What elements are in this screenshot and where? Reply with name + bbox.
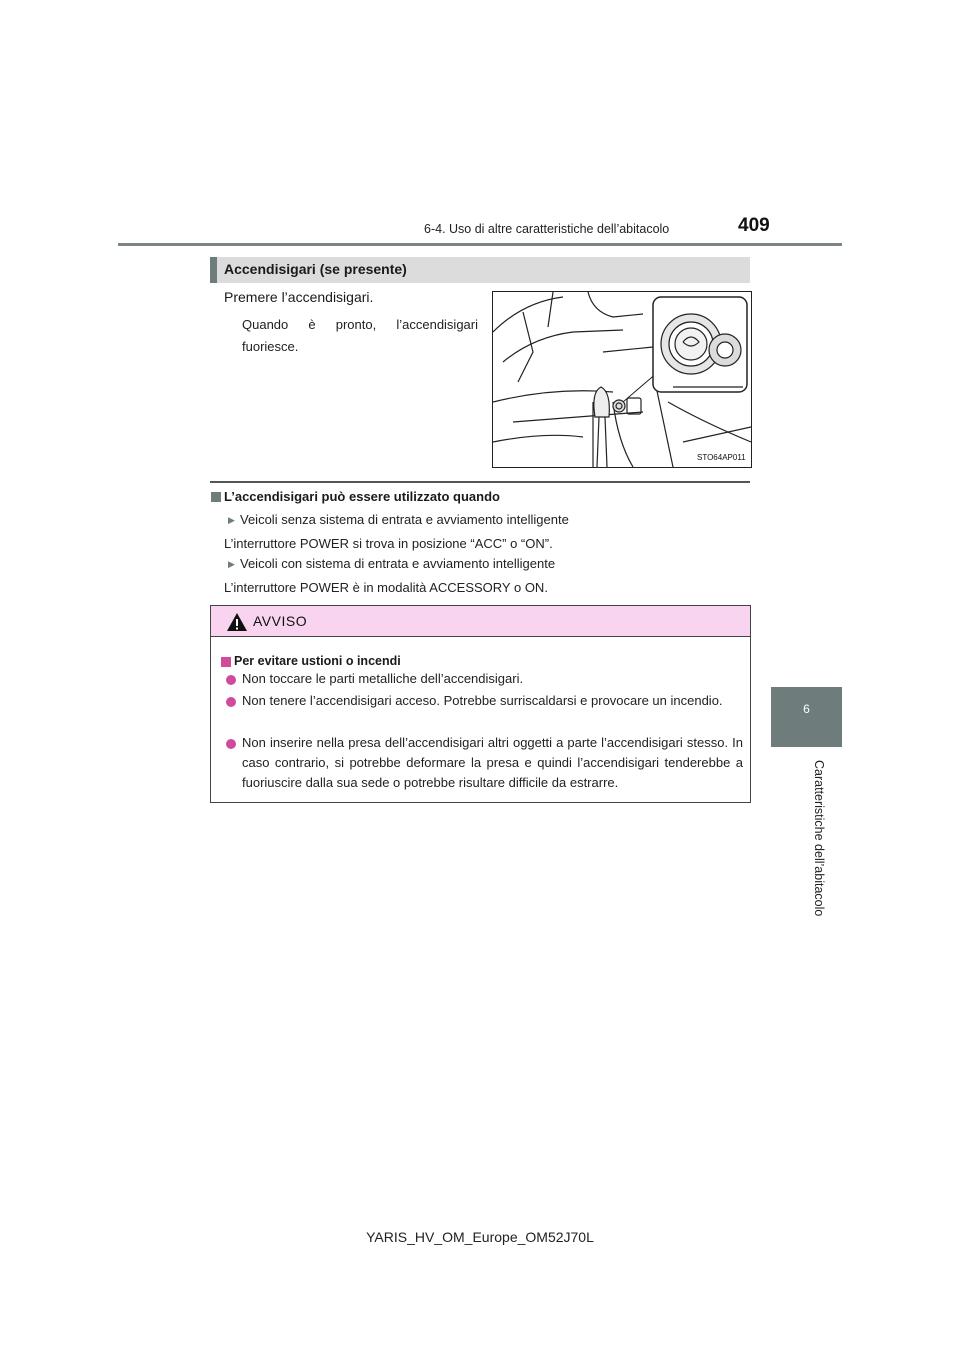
usage-text-2: L’interruttore POWER è in modalità ACCESSORY o ON. bbox=[224, 580, 548, 595]
header-section-title: 6-4. Uso di altre caratteristiche dell’abitacolo bbox=[424, 222, 670, 236]
square-bullet-icon bbox=[221, 657, 231, 667]
triangle-bullet-icon: ▶ bbox=[228, 515, 235, 525]
usage-condition-2: Veicoli con sistema di entrata e avviamento intelligente bbox=[240, 556, 556, 571]
warning-subtitle: Per evitare ustioni o incendi bbox=[234, 654, 401, 668]
instruction-note: Quando è pronto, l’accendisigari fuoriesce. bbox=[242, 317, 478, 354]
chapter-tab bbox=[771, 687, 842, 747]
usage-condition-1: Veicoli senza sistema di entrata e avviamento intelligente bbox=[240, 512, 569, 527]
round-bullet-icon bbox=[226, 739, 236, 749]
instruction-text: Premere l’accendisigari. bbox=[224, 289, 374, 305]
document-code: YARIS_HV_OM_Europe_OM52J70L bbox=[366, 1229, 594, 1245]
illustration-code: STO64AP011 bbox=[697, 453, 746, 462]
chapter-number: 6 bbox=[803, 702, 810, 716]
section-heading-accent bbox=[210, 257, 217, 283]
cigarette-lighter-illustration bbox=[492, 291, 752, 468]
square-bullet-icon bbox=[211, 492, 221, 502]
round-bullet-icon bbox=[226, 697, 236, 707]
header-rule bbox=[118, 243, 842, 246]
section-divider bbox=[210, 481, 750, 483]
warning-title: AVVISO bbox=[253, 613, 308, 629]
round-bullet-icon bbox=[226, 675, 236, 685]
warning-bullet-2: Non tenere l’accendisigari acceso. Potrebbe surriscaldarsi e provocare un incendio. bbox=[242, 693, 723, 708]
warning-bullet-3: Non inserire nella presa dell’accendisigari altri oggetti a parte l’accendisigari stesso. In caso contrario, si potrebbe deformare la presa e quindi l’accendisigari tenderebbe a fuoriuscire dalla sua sede o potrebbe risultare difficile da estrarre. bbox=[242, 735, 743, 790]
usage-text-1: L’interruttore POWER si trova in posizione “ACC” o “ON”. bbox=[224, 536, 553, 551]
triangle-bullet-icon: ▶ bbox=[228, 559, 235, 569]
usage-title: L’accendisigari può essere utilizzato quando bbox=[224, 489, 500, 504]
section-title: Accendisigari (se presente) bbox=[224, 261, 407, 277]
warning-bullet-1: Non toccare le parti metalliche dell’accendisigari. bbox=[242, 671, 524, 686]
chapter-title: Caratteristiche dell’abitacolo bbox=[812, 760, 826, 917]
warning-triangle-icon bbox=[226, 611, 248, 633]
page-number: 409 bbox=[738, 215, 770, 236]
